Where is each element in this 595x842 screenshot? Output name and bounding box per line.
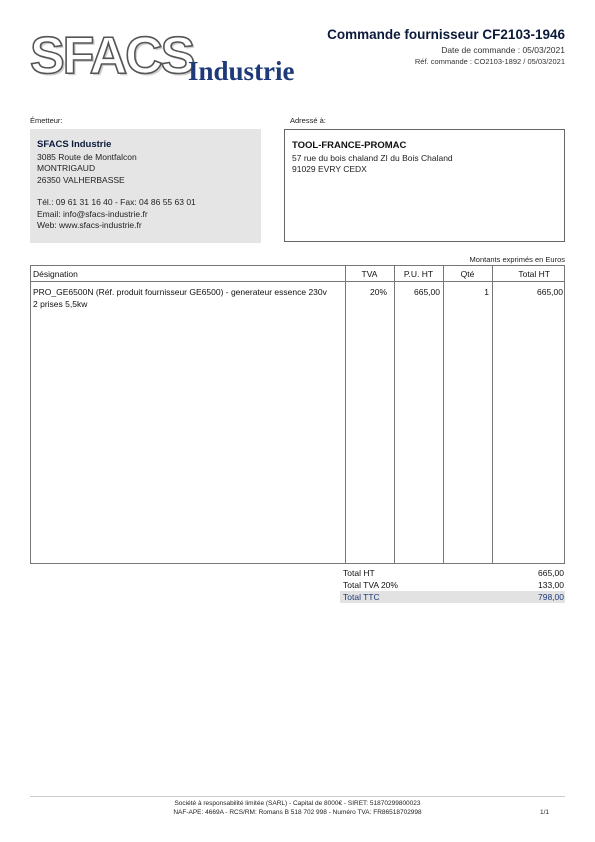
header-qty: Qté xyxy=(460,269,475,279)
recipient-box xyxy=(284,129,565,242)
header-tva: TVA xyxy=(361,269,378,279)
total-ttc-row xyxy=(340,591,565,603)
recipient-zip-city: 91029 EVRY CEDX xyxy=(292,164,367,174)
col-divider-total xyxy=(492,266,493,563)
header-total-ht: Total HT xyxy=(518,269,550,279)
order-reference: Réf. commande : CO2103-1892 / 05/03/2021 xyxy=(414,57,565,66)
total-ht-label: Total HT xyxy=(343,568,375,578)
header-designation: Désignation xyxy=(33,269,78,279)
company-logo xyxy=(30,27,320,90)
recipient-address: 57 rue du bois chaland ZI du Bois Chaland xyxy=(292,152,453,163)
row-designation-line2: 2 prises 5,5kw xyxy=(33,298,88,309)
col-divider-tva xyxy=(345,266,346,563)
total-tva-label: Total TVA 20% xyxy=(343,580,398,590)
sender-name: SFACS Industrie xyxy=(37,139,112,150)
totals-block xyxy=(340,567,565,603)
logo-sfacs-text: SFACS xyxy=(30,27,194,85)
total-ht-row xyxy=(340,567,565,579)
currency-note: Montants exprimés en Euros xyxy=(469,255,565,264)
footer-legal-line1: Société à responsabilité limitée (SARL) - Capital de 8000€ - SIRET: 51870299800023 xyxy=(174,800,421,807)
page-number: 1/1 xyxy=(539,809,549,816)
recipient-name: TOOL-FRANCE-PROMAC xyxy=(292,140,407,151)
sender-web: Web: www.sfacs-industrie.fr xyxy=(37,220,142,230)
document-title: Commande fournisseur CF2103-1946 xyxy=(327,27,565,42)
sender-phone-fax: Tél.: 09 61 31 16 40 - Fax: 04 86 55 63 01 xyxy=(37,197,196,207)
sender-label: Émetteur: xyxy=(30,116,63,125)
row-pu-ht: 665,00 xyxy=(414,287,440,297)
total-ttc-label: Total TTC xyxy=(343,592,380,602)
sender-address: 3085 Route de Montfalcon xyxy=(37,151,137,162)
col-divider-pu xyxy=(394,266,395,563)
footer-legal-line2: NAF-APE: 4669A - RCS/RM: Romans B 518 702 998 - Numéro TVA: FR86518702998 xyxy=(173,809,422,816)
col-divider-qty xyxy=(443,266,444,563)
sender-zip-city: 26350 VALHERBASSE xyxy=(37,174,125,185)
row-qty: 1 xyxy=(484,287,489,297)
row-designation-line1: PRO_GE6500N (Réf. produit fournisseur GE6500) - generateur essence 230v xyxy=(33,287,327,297)
row-total-ht: 665,00 xyxy=(537,287,563,297)
table-header-divider xyxy=(31,281,564,282)
recipient-label: Adressé à: xyxy=(290,116,326,125)
row-designation xyxy=(33,287,343,310)
logo-industrie-text: Industrie xyxy=(188,56,295,86)
footer-divider xyxy=(30,796,565,797)
order-date: Date de commande : 05/03/2021 xyxy=(441,45,565,55)
row-tva: 20% xyxy=(369,287,387,297)
header-pu-ht: P.U. HT xyxy=(403,269,434,279)
total-tva-value: 133,00 xyxy=(538,580,564,590)
total-tva-row xyxy=(340,579,565,591)
sender-box xyxy=(30,129,261,243)
total-ht-value: 665,00 xyxy=(538,568,564,578)
total-ttc-value: 798,00 xyxy=(538,592,564,602)
sender-email: Email: info@sfacs-industrie.fr xyxy=(37,208,148,219)
sender-city: MONTRIGAUD xyxy=(37,163,96,173)
items-table xyxy=(30,265,565,564)
